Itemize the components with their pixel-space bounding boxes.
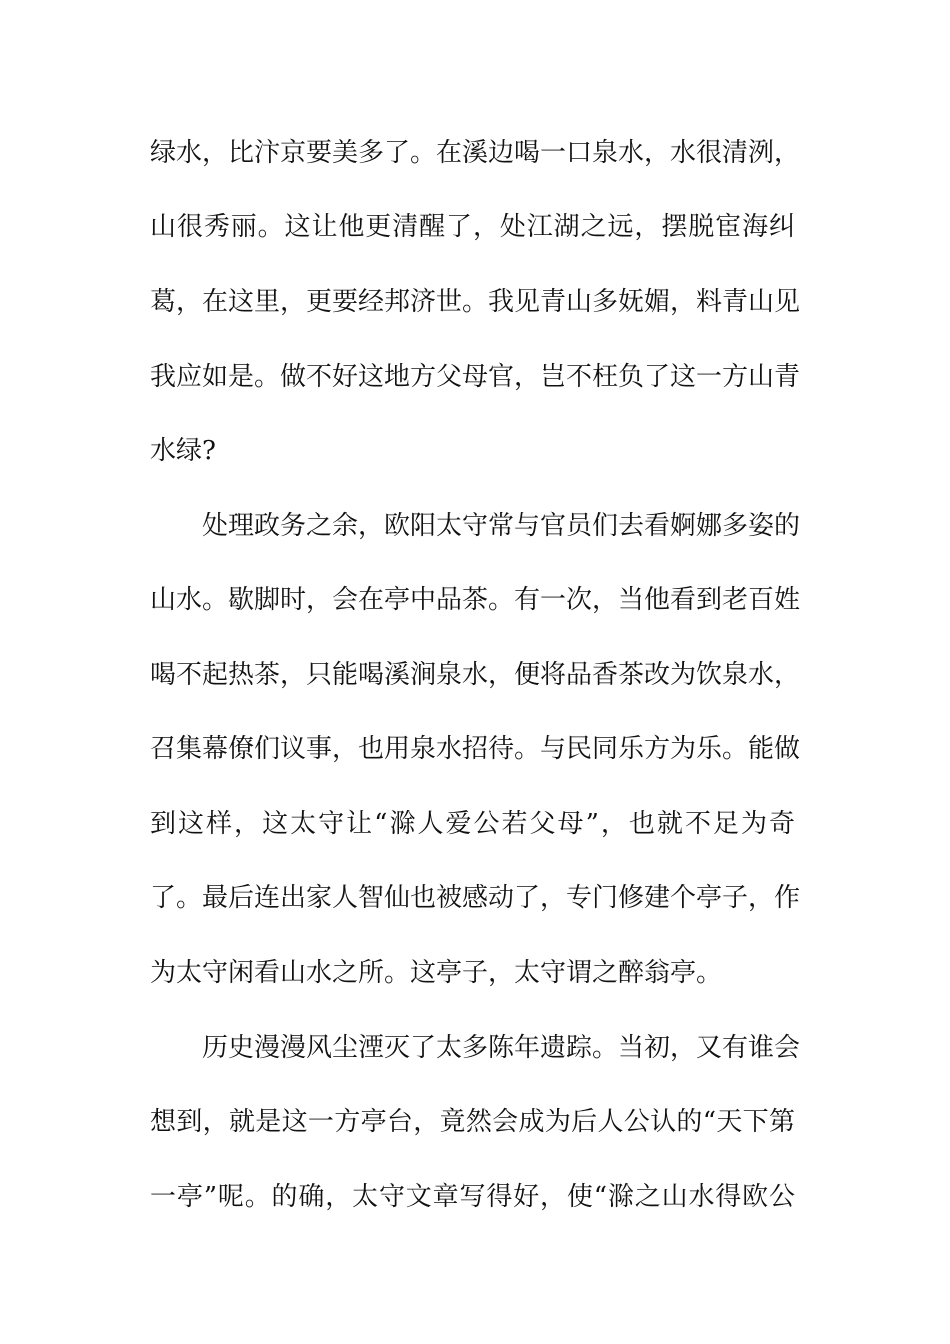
text-line-3: 葛，在这里，更要经邦济世。我见青山多妩媚，料青山见: [150, 287, 801, 317]
text-line-7: 山水。歇脚时，会在亭中品茶。有一次，当他看到老百姓: [150, 585, 801, 615]
text-line-11: 了。最后连出家人智仙也被感动了，专门修建个亭子，作: [150, 883, 801, 913]
text-line-2: 山很秀丽。这让他更清醒了，处江湖之远，摆脱宦海纠: [150, 212, 795, 242]
paragraph-start-line-13: 历史漫漫风尘湮灭了太多陈年遗踪。当初，又有谁会: [202, 1033, 801, 1063]
text-line-9: 召集幕僚们议事，也用泉水招待。与民同乐方为乐。能做: [150, 734, 801, 764]
text-line-1: 绿水，比汴京要美多了。在溪边喝一口泉水，水很清洌，: [150, 138, 801, 168]
text-line-4: 我应如是。做不好这地方父母官，岂不枉负了这一方山青: [150, 362, 801, 392]
text-line-12: 为太守闲看山水之所。这亭子，太守谓之醉翁亭。: [150, 958, 723, 988]
text-line-5: 水绿?: [150, 436, 216, 466]
text-line-14: 想到，就是这一方亭台，竟然会成为后人公认的“天下第: [150, 1107, 795, 1137]
text-line-8: 喝不起热茶，只能喝溪涧泉水，便将品香茶改为饮泉水，: [150, 660, 801, 690]
paragraph-start-line-6: 处理政务之余，欧阳太守常与官员们去看婀娜多姿的: [202, 511, 801, 541]
text-line-10: 到这样，这太守让“滁人爱公若父母”，也就不足为奇: [150, 809, 795, 839]
text-line-15: 一亭”呢。的确，太守文章写得好，使“滁之山水得欧公: [150, 1182, 795, 1212]
